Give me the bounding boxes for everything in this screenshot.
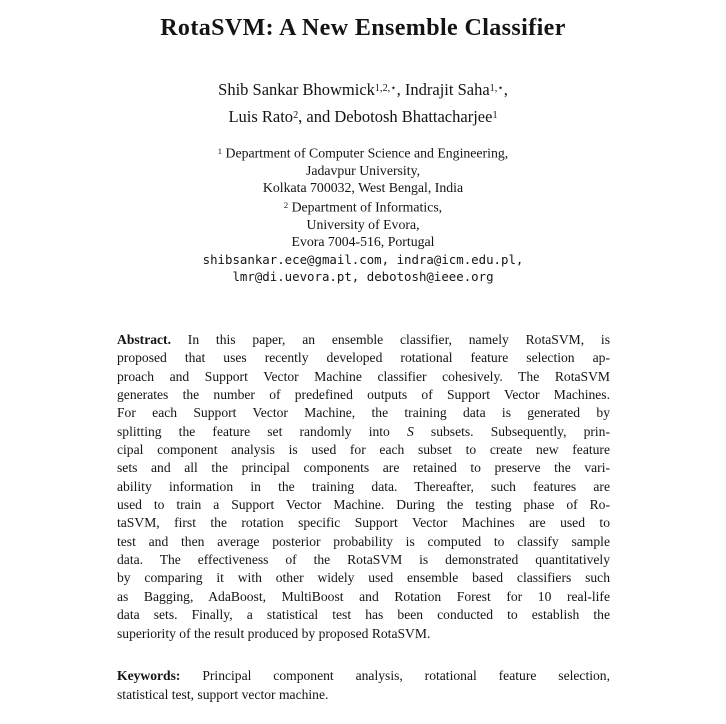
abstract-line	[117, 423, 610, 441]
paper-title: RotaSVM: A New Ensemble Classifier	[160, 15, 566, 41]
author-name: , Indrajit Saha	[396, 79, 490, 99]
authors-line-2	[0, 103, 726, 130]
affiliation-1-line-3: Kolkata 700032, West Bengal, India	[262, 180, 464, 196]
affiliation-2-line-3: Evora 7004-516, Portugal	[291, 234, 435, 249]
abstract-line: For each Support Vector Machine, the training data is generated by	[117, 405, 610, 421]
affiliation-1-line-1	[0, 143, 726, 162]
abstract-line: by comparing it with other widely used ensemble based classifiers such	[117, 570, 610, 586]
abstract-label: Abstract.	[117, 332, 171, 347]
authors-block	[0, 76, 726, 130]
affiliation-1-line-2: Jadavpur University,	[305, 162, 421, 178]
abstract-line: taSVM, first the rotation specific Support Vector Machines are used to	[117, 515, 610, 531]
abstract-line: superiority of the result produced by proposed RotaSVM.	[117, 625, 431, 641]
abstract-line	[117, 331, 610, 349]
emails-line-2: lmr@di.uevora.pt, debotosh@ieee.org	[232, 269, 494, 284]
author-affiliation-marker: 1	[492, 109, 498, 121]
author-name: Luis Rato	[228, 106, 294, 126]
author-affiliation-marker: 1,⋆	[489, 83, 504, 94]
author-separator: ,	[503, 79, 508, 99]
author-affiliation-marker: 2	[293, 109, 299, 121]
abstract-line: data sets. Finally, a statistical test has been conducted to establish the	[117, 607, 610, 623]
abstract-line: proposed that uses recently developed rotational feature selection ap-	[117, 350, 610, 366]
abstract-line: cipal component analysis is used for each subset to create new feature	[117, 442, 610, 458]
affiliation-2-line-2: University of Evora,	[306, 216, 420, 232]
keywords-text: Principal component analysis, rotational feature selection,	[180, 668, 610, 683]
math-script-s-symbol: S	[406, 423, 414, 439]
abstract-line: as Bagging, AdaBoost, MultiBoost and Rotation Forest for 10 real-life	[117, 588, 610, 604]
abstract-line: test and then average posterior probability is computed to classify sample	[117, 533, 610, 549]
abstract-line: used to train a Support Vector Machine. During the testing phase of Ro-	[117, 497, 610, 513]
keywords-block	[117, 666, 610, 704]
abstract-line: sets and all the principal components are retained to preserve the vari-	[117, 460, 610, 476]
affiliation-marker: 1	[217, 146, 223, 156]
keywords-line: statistical test, support vector machine.	[117, 687, 329, 702]
affiliation-text: Department of Informatics,	[288, 199, 443, 214]
emails-line-1: shibsankar.ece@gmail.com, indra@icm.edu.pl,	[202, 251, 524, 267]
abstract-line: data. The effectiveness of the RotaSVM is demonstrated quantitatively	[117, 552, 610, 568]
abstract-block	[117, 331, 610, 643]
abstract-line: proach and Support Vector Machine classifier cohesively. The RotaSVM	[117, 368, 610, 384]
affiliation-text: Department of Computer Science and Engineering,	[222, 145, 509, 161]
keywords-label: Keywords:	[117, 668, 181, 683]
affiliations-block	[0, 143, 726, 286]
author-affiliation-marker: 1,2,⋆	[374, 83, 397, 94]
abstract-text: splitting the feature set randomly into	[117, 423, 407, 439]
authors-line-1	[0, 76, 726, 103]
abstract-text: In this paper, an ensemble classifier, namely RotaSVM, is	[170, 332, 610, 347]
abstract-text: subsets. Subsequently, prin-	[413, 423, 611, 439]
abstract-line: generates the number of predefined outputs of Support Vector Machines.	[117, 387, 610, 403]
abstract-line: ability information in the training data. Thereafter, such features are	[117, 478, 610, 494]
author-name: Shib Sankar Bhowmick	[218, 79, 375, 99]
author-name: , and Debotosh Bhattacharjee	[298, 106, 493, 126]
affiliation-marker: 2	[283, 199, 289, 210]
affiliation-2-line-1	[0, 197, 726, 216]
keywords-line	[117, 666, 610, 685]
